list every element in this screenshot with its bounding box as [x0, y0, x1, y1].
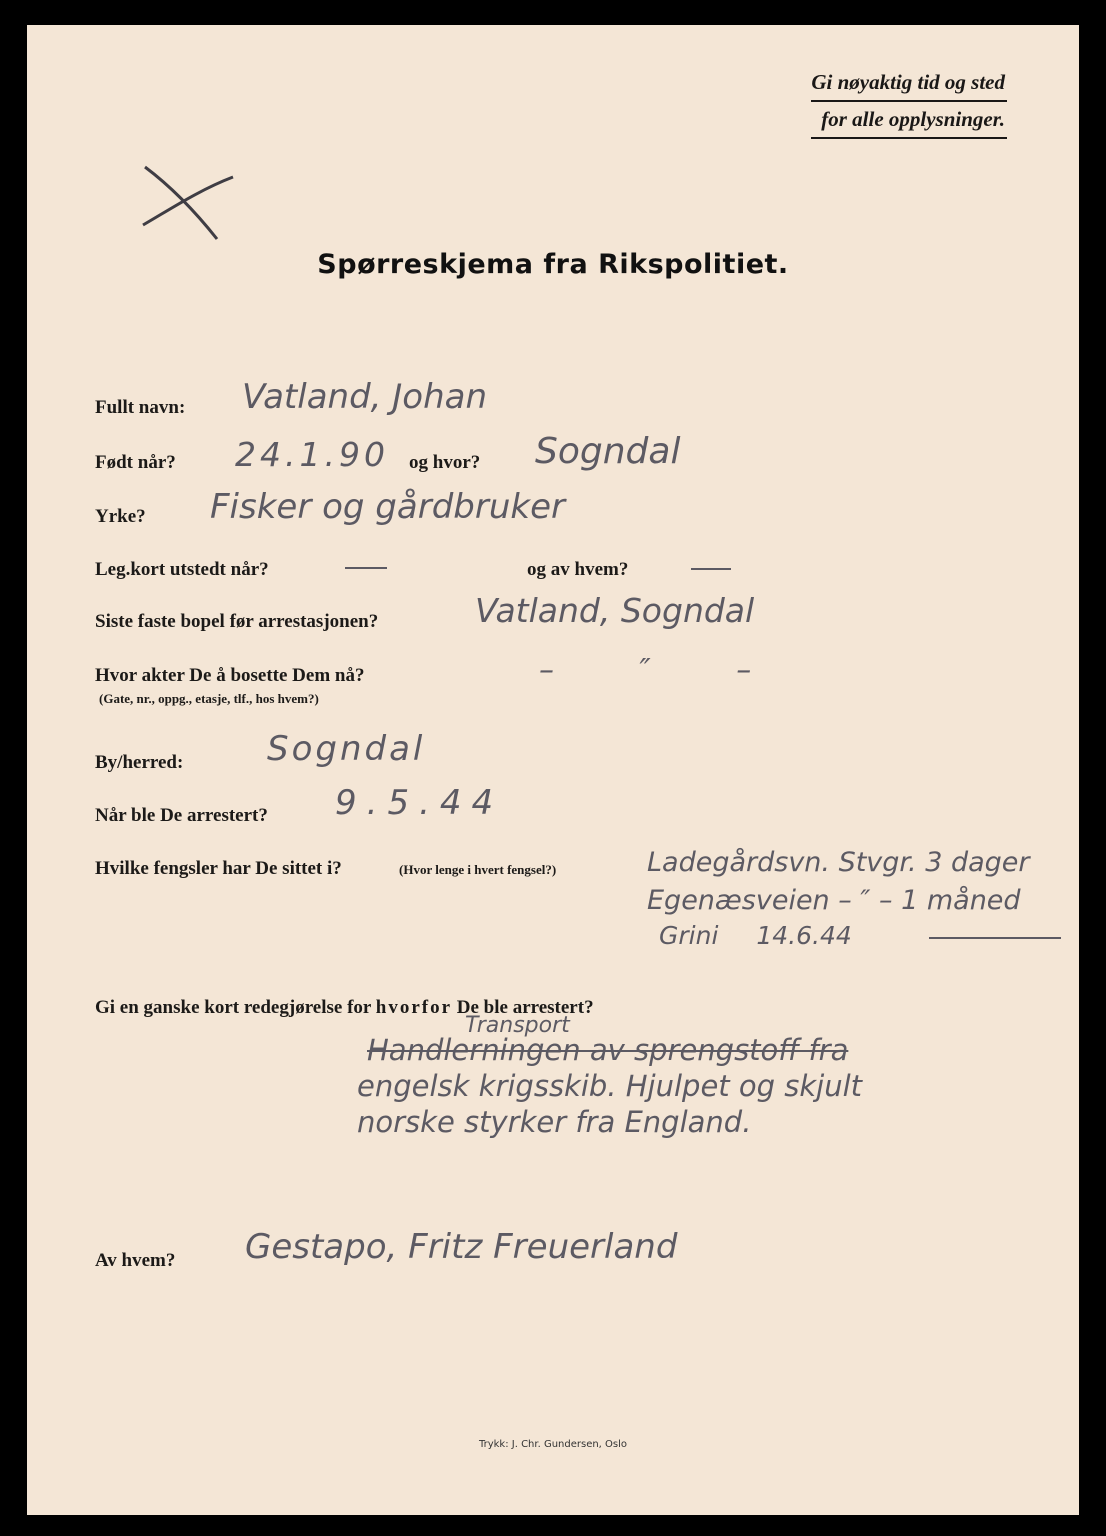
name-label: Fullt navn: [95, 397, 186, 418]
instruction-notice [811, 65, 1007, 139]
prison-line-2: Egenæsveien – ″ – 1 måned [647, 885, 1021, 916]
born-where-label: og hvor? [409, 452, 481, 473]
form-page [27, 25, 1079, 1515]
name-value: Vatland, Johan [242, 377, 488, 417]
form-title: Spørreskjema fra Rikspolitiet. [317, 249, 789, 280]
prisons-sub-label: (Hvor lenge i hvert fengsel?) [399, 862, 557, 877]
arrested-value: 9.5.44 [335, 783, 504, 823]
why-label-emphasis: hvorfor [375, 997, 453, 1018]
prisons-label: Hvilke fengsler har De sittet i? [95, 858, 342, 879]
by-whom-label: Av hvem? [95, 1250, 176, 1271]
why-correction: Transport [465, 1013, 570, 1038]
legkort-label: Leg.kort utstedt når? [95, 559, 269, 580]
prison-line-3: Grini 14.6.44 [659, 921, 852, 950]
notice-line-1: Gi nøyaktig tid og sted [811, 65, 1007, 102]
legkort-by-dash [691, 568, 731, 570]
why-line-2: engelsk krigsskib. Hjulpet og skjult [357, 1069, 863, 1103]
born-label: Født når? [95, 452, 176, 473]
residence-label: Siste faste bopel før arrestasjonen? [95, 611, 379, 632]
by-whom-value: Gestapo, Fritz Freuerland [245, 1227, 678, 1267]
why-line-3: norske styrker fra England. [357, 1105, 752, 1139]
settle-value: – ″ – [539, 653, 790, 688]
notice-line-2: for alle opplysninger. [811, 102, 1007, 139]
job-label: Yrke? [95, 506, 146, 527]
town-value: Sogndal [267, 729, 426, 769]
residence-value: Vatland, Sogndal [475, 591, 755, 630]
legkort-dash [345, 567, 387, 569]
prison-line-1: Ladegårdsvn. Stvgr. 3 dager [647, 847, 1030, 878]
why-line-1: Handlerningen av sprengstoff fra [367, 1033, 849, 1067]
printer-imprint: Trykk: J. Chr. Gundersen, Oslo [478, 1439, 628, 1450]
job-value: Fisker og gårdbruker [210, 487, 565, 527]
town-label: By/herred: [95, 752, 184, 773]
settle-sub-label: (Gate, nr., oppg., etasje, tlf., hos hvem?) [99, 691, 319, 706]
why-label-part-a: Gi en ganske kort redegjørelse for [95, 997, 371, 1018]
born-value: 24.1.90 [235, 435, 389, 474]
cross-mark-icon [139, 155, 239, 245]
born-where-value: Sogndal [535, 431, 681, 472]
prison-end-line [929, 937, 1061, 939]
arrested-label: Når ble De arrestert? [95, 805, 268, 826]
legkort-by-label: og av hvem? [527, 559, 629, 580]
settle-label: Hvor akter De å bosette Dem nå? [95, 665, 365, 686]
why-label-part-c: De ble arrestert? [456, 997, 594, 1018]
